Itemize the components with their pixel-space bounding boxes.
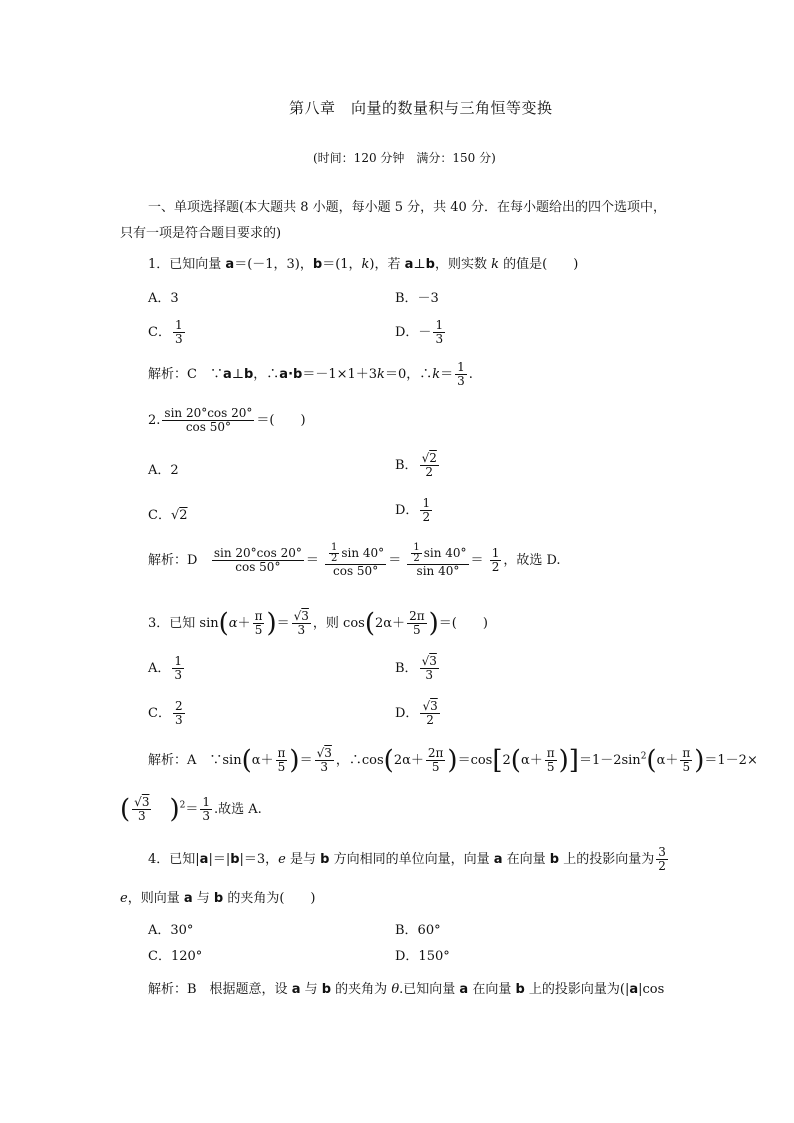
exam-info: (时间：120 分钟 满分：150 分)	[313, 151, 496, 165]
q1-option-c: C． $\frac{1}{3}$	[148, 318, 183, 346]
q2-option-a: A．2	[148, 463, 179, 478]
q3-solution-line1: 解析：A ∵sin(α＋ $\frac{\pi}{5}$ )＝ $\frac{√3}{3}$ ，∴cos(2α＋ $\frac{2\pi}{5}$ )＝cos[2(α＋ $\frac{\pi}{5}$ )]$=1-2\sin^2(\alpha+$ $\frac{\pi}{5}$ )＝1－2×	[148, 745, 758, 776]
q2-solution: 解析：D $\frac{\sin 20^\circ\cos 20^\circ}{\cos 50^\circ}$ ＝ $\frac{1}{2}$ sin 40° cos 50° ＝ $\frac{1}{2}$ sin 40° sin 40° ＝ $\frac{1}{2}$ ，故选 D.	[148, 542, 561, 578]
q4-option-c: C．120°	[148, 949, 203, 964]
question-4-stem-line1: 4．已知|a|＝|b|＝3，e 是与 b 方向相同的单位向量，向量 a 在向量 b 上的投影向量为 $\frac{3}{2}$	[148, 845, 666, 873]
q4-option-d: D．150°	[395, 949, 450, 964]
q1-solution: 解析：C ∵a⊥b，∴a·b＝－1×1＋3k＝0，∴k＝ $\frac{1}{3}$ .	[148, 360, 473, 388]
q1-option-a: A．3	[148, 291, 179, 306]
q3-option-b: B． $\frac{√3}{3}$	[395, 654, 437, 682]
q1-option-d: D．－ $\frac{1}{3}$	[395, 318, 444, 346]
q3-option-a: A． $\frac{1}{3}$	[148, 654, 183, 682]
q3-option-d: D． $\frac{√3}{2}$	[395, 699, 438, 727]
q3-option-c: C． $\frac{2}{3}$	[148, 699, 183, 727]
question-4-stem-line2: e，则向量 a 与 b 的夹角为( )	[120, 891, 316, 906]
q3-solution-line2: ( $\frac{√3}{3}$ )$^2$＝ $\frac{1}{3}$ .故选 A.	[120, 794, 262, 825]
question-1-stem: 1．已知向量 a＝(－1，3)，b＝(1，k)，若 a⊥b，则实数 k 的值是( )	[148, 257, 579, 272]
section-heading-line1: 一、单项选择题(本大题共 8 小题，每小题 5 分，共 40 分．在每小题给出的四个选项中，	[148, 200, 666, 215]
q4-solution: 解析：B 根据题意，设 a 与 b 的夹角为 θ.已知向量 a 在向量 b 上的投影向量为(|a|cos	[148, 982, 665, 997]
q4-option-a: A．30°	[148, 923, 194, 938]
q4-option-b: B．60°	[395, 923, 441, 938]
q2-option-c: C．√2	[148, 508, 188, 523]
q2-option-b: B． $\frac{√2}{2}$	[395, 451, 437, 479]
q2-option-d: D． $\frac{1}{2}$	[395, 496, 431, 524]
question-3-stem: 3．已知 sin(α＋ $\frac{\pi}{5}$ )＝ $\frac{√3}{3}$ ，则 cos(2α＋ $\frac{2\pi}{5}$ )＝( )	[148, 608, 488, 639]
question-2-stem: 2. $\frac{\sin 20^\circ\cos 20^\circ}{\cos 50^\circ}$ ＝( )	[148, 406, 306, 434]
page-title: 第八章 向量的数量积与三角恒等变换	[289, 99, 553, 117]
section-heading-line2: 只有一项是符合题目要求的)	[120, 226, 282, 241]
q1-option-b: B．－3	[395, 291, 439, 306]
